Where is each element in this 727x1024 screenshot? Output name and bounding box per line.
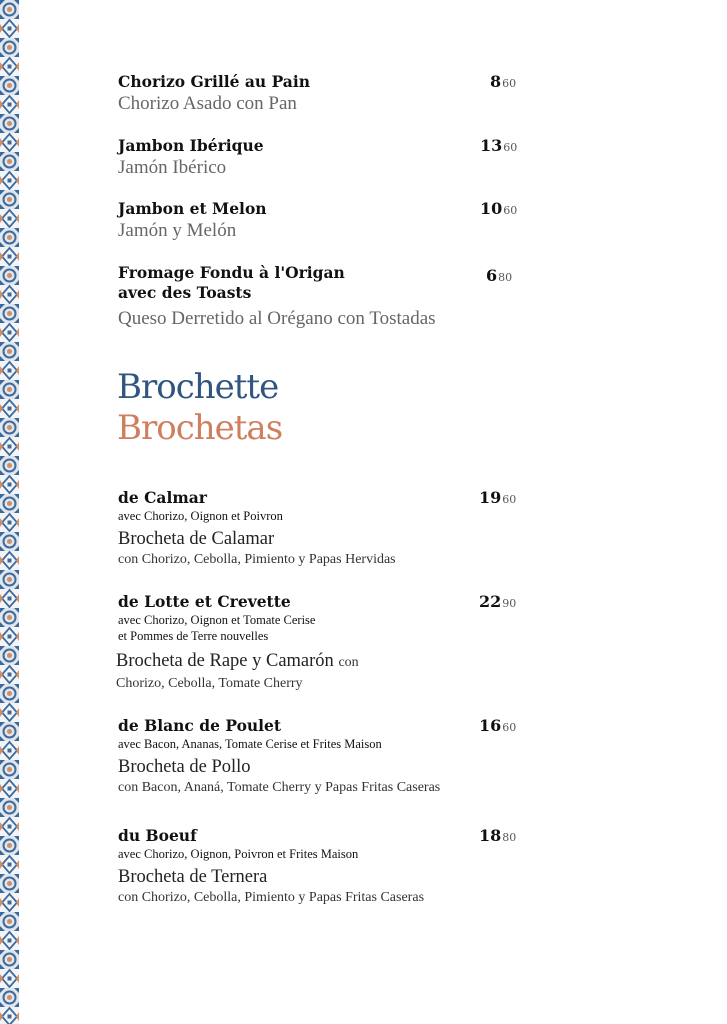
item-desc-es: con Chorizo, Cebolla, Pimiento y Papas Hervidas	[118, 552, 396, 567]
item-name-es: Chorizo Asado con Pan	[118, 93, 297, 114]
menu-item	[118, 72, 528, 116]
price-cents: 60	[503, 204, 518, 217]
price-main: 18	[479, 826, 502, 845]
price-cents: 80	[502, 831, 517, 844]
item-name-es-text: Brocheta de Rape y Camarón	[116, 651, 334, 671]
price-cents: 60	[502, 493, 517, 506]
menu-item	[118, 716, 538, 797]
item-name-es-suffix: con	[338, 655, 359, 670]
price-cents: 60	[502, 721, 517, 734]
item-desc-es: con Chorizo, Cebolla, Pimiento y Papas Fritas Caseras	[118, 890, 425, 905]
item-name-es: Jamón Ibérico	[118, 157, 227, 178]
price-main: 10	[480, 199, 503, 218]
item-name-fr: de Blanc de Poulet	[118, 716, 282, 735]
item-name-es	[116, 650, 528, 674]
price-cents: 80	[498, 271, 513, 284]
item-name-fr: Chorizo Grillé au Pain	[118, 72, 311, 91]
menu-item	[118, 263, 538, 331]
price-main: 16	[479, 716, 502, 735]
item-desc-fr: avec Bacon, Ananas, Tomate Cerise et Frites Maison	[118, 737, 382, 751]
item-name-fr: Jambon Ibérique	[118, 136, 264, 155]
menu-item	[118, 592, 528, 693]
item-name-fr-line2: avec des Toasts	[118, 283, 252, 302]
item-price	[479, 716, 516, 735]
tile-pattern-icon	[0, 0, 19, 1024]
item-price	[486, 266, 512, 285]
decorative-tile-border	[0, 0, 19, 1024]
item-desc-fr: avec Chorizo, Oignon, Poivron et Frites Maison	[118, 847, 359, 861]
item-desc-fr: avec Chorizo, Oignon et Poivron	[118, 509, 283, 523]
price-main: 22	[479, 592, 502, 611]
item-price	[479, 592, 516, 611]
item-price	[480, 199, 517, 218]
section-title-fr: Brochette	[117, 367, 279, 407]
price-cents: 60	[502, 77, 517, 90]
item-name-es: Jamón y Melón	[118, 220, 237, 241]
item-desc-es: con Bacon, Ananá, Tomate Cherry y Papas Fritas Caseras	[118, 780, 441, 795]
price-main: 6	[486, 266, 498, 285]
item-desc-es: Chorizo, Cebolla, Tomate Cherry	[116, 676, 303, 691]
item-name-fr: de Calmar	[118, 488, 207, 507]
price-main: 13	[480, 136, 503, 155]
price-main: 8	[490, 72, 502, 91]
item-price	[479, 826, 516, 845]
item-name-fr-line1: Fromage Fondu à l'Origan	[118, 263, 345, 282]
item-name-es: Queso Derretido al Orégano con Tostadas	[118, 308, 436, 329]
price-cents: 60	[503, 141, 518, 154]
item-desc-fr-line1: avec Chorizo, Oignon et Tomate Cerise	[118, 613, 316, 627]
item-name-fr: Jambon et Melon	[118, 199, 267, 218]
item-name-fr: de Lotte et Crevette	[118, 592, 291, 611]
section-title-es: Brochetas	[117, 408, 283, 448]
item-name-es: Brocheta de Calamar	[118, 529, 275, 549]
menu-item	[118, 488, 528, 569]
price-cents: 90	[502, 597, 517, 610]
menu-item	[118, 136, 528, 180]
menu-item	[118, 826, 538, 907]
item-name-es: Brocheta de Ternera	[118, 867, 268, 887]
menu-item	[118, 199, 528, 243]
item-name-fr: du Boeuf	[118, 826, 197, 845]
item-price	[490, 72, 516, 91]
price-main: 19	[479, 488, 502, 507]
item-price	[479, 488, 516, 507]
item-desc-fr-line2: et Pommes de Terre nouvelles	[118, 629, 269, 643]
item-price	[480, 136, 517, 155]
item-name-es: Brocheta de Pollo	[118, 757, 251, 777]
